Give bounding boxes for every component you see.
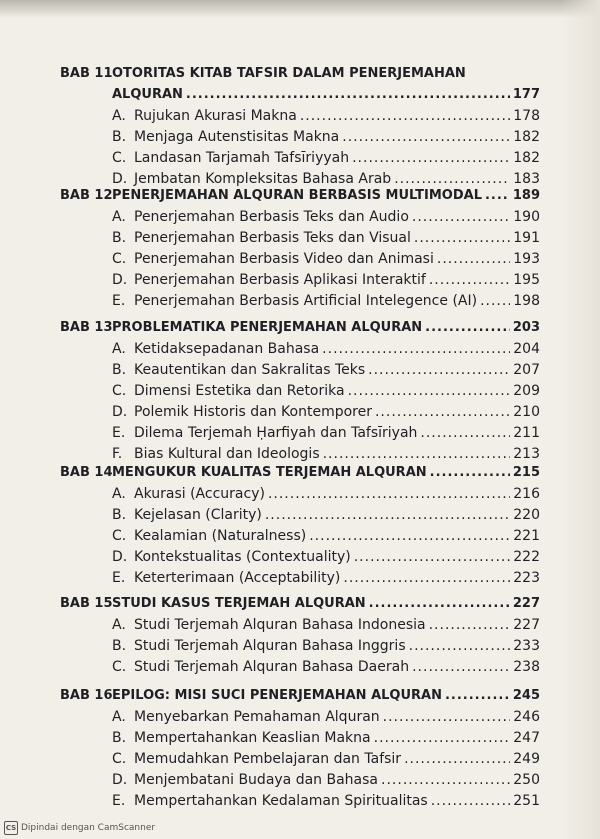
toc-item <box>60 659 540 680</box>
chapter-bab-16 <box>60 688 540 814</box>
leader-dots <box>368 362 510 378</box>
leader-dots <box>394 171 510 187</box>
chapter-title-row <box>60 87 540 108</box>
chapter-page: 189 <box>512 188 540 203</box>
chapter-title: EPILOG: MISI SUCI PENERJEMAHAN ALQURAN <box>112 688 442 703</box>
toc-item <box>60 772 540 793</box>
leader-dots <box>186 87 510 102</box>
leader-dots <box>412 209 510 225</box>
item-letter: C. <box>112 150 127 166</box>
leader-dots <box>485 188 510 203</box>
leader-dots <box>480 293 510 309</box>
toc-item <box>60 272 540 293</box>
chapter-number: BAB 13 <box>60 320 113 335</box>
toc-item <box>60 751 540 772</box>
toc-item <box>60 638 540 659</box>
leader-dots <box>348 383 511 399</box>
item-letter: F. <box>112 446 123 462</box>
leader-dots <box>374 730 511 746</box>
chapter-number: BAB 15 <box>60 596 113 611</box>
item-letter: B. <box>112 129 127 145</box>
item-text: Studi Terjemah Alquran Bahasa Inggris <box>134 638 406 654</box>
chapter-number: BAB 14 <box>60 465 113 480</box>
item-page: 233 <box>513 638 540 654</box>
leader-dots <box>265 507 510 523</box>
chapter-title-row <box>60 320 540 341</box>
chapter-title-row <box>60 688 540 709</box>
item-text: Penerjemahan Berbasis Teks dan Audio <box>134 209 409 225</box>
leader-dots <box>369 596 510 611</box>
leader-dots <box>300 108 510 124</box>
item-text: Penerjemahan Berbasis Artificial Intelegence (AI) <box>134 293 478 309</box>
item-letter: A. <box>112 709 126 725</box>
item-letter: B. <box>112 230 127 246</box>
chapter-bab-15 <box>60 596 540 680</box>
chapter-title: ALQURAN <box>112 87 183 102</box>
chapter-page: 227 <box>512 596 540 611</box>
leader-dots <box>414 230 510 246</box>
item-letter: C. <box>112 251 127 267</box>
item-text: Kontekstualitas (Contextuality) <box>134 549 351 565</box>
item-letter: E. <box>112 570 126 586</box>
chapter-bab-13 <box>60 320 540 467</box>
item-page: 207 <box>513 362 540 378</box>
leader-dots <box>343 570 510 586</box>
leader-dots <box>342 129 510 145</box>
toc-item <box>60 425 540 446</box>
leader-dots <box>431 793 511 809</box>
leader-dots <box>420 425 510 441</box>
item-page: 216 <box>513 486 540 502</box>
toc-item <box>60 730 540 751</box>
item-letter: D. <box>112 772 128 788</box>
scanner-watermark <box>4 821 155 835</box>
item-letter: E. <box>112 793 126 809</box>
leader-dots <box>375 404 510 420</box>
item-letter: B. <box>112 638 127 654</box>
item-page: 250 <box>513 772 540 788</box>
item-text: Keautentikan dan Sakralitas Teks <box>134 362 366 378</box>
item-page: 183 <box>513 171 540 187</box>
item-text: Bias Kultural dan Ideologis <box>134 446 320 462</box>
toc-item <box>60 486 540 507</box>
chapter-page: 203 <box>512 320 540 335</box>
item-text: Ketidaksepadanan Bahasa <box>134 341 320 357</box>
item-page: 220 <box>513 507 540 523</box>
item-text: Landasan Tarjamah Tafsīriyyah <box>134 150 350 166</box>
item-text: Mempertahankan Kedalaman Spiritualitas <box>134 793 428 809</box>
chapter-title-row <box>60 465 540 486</box>
toc-item <box>60 293 540 314</box>
toc-item <box>60 209 540 230</box>
item-letter: D. <box>112 171 128 187</box>
chapter-number: BAB 12 <box>60 188 113 203</box>
leader-dots <box>383 709 511 725</box>
leader-dots <box>268 486 510 502</box>
item-text: Menjembatani Budaya dan Bahasa <box>134 772 379 788</box>
item-page: 249 <box>513 751 540 767</box>
leader-dots <box>425 320 510 335</box>
item-page: 198 <box>513 293 540 309</box>
toc-item <box>60 251 540 272</box>
leader-dots <box>437 251 510 267</box>
chapter-title: MENGUKUR KUALITAS TERJEMAH ALQURAN <box>112 465 427 480</box>
toc-item <box>60 446 540 467</box>
item-page: 178 <box>513 108 540 124</box>
item-text: Menjaga Autenstisitas Makna <box>134 129 340 145</box>
toc-item <box>60 404 540 425</box>
item-page: 247 <box>513 730 540 746</box>
leader-dots <box>323 446 511 462</box>
chapter-title: PENERJEMAHAN ALQURAN BERBASIS MULTIMODAL <box>112 188 482 203</box>
toc-item <box>60 570 540 591</box>
leader-dots <box>445 688 510 703</box>
item-page: 251 <box>513 793 540 809</box>
item-letter: C. <box>112 383 127 399</box>
leader-dots <box>429 617 511 633</box>
item-text: Dimensi Estetika dan Retorika <box>134 383 345 399</box>
leader-dots <box>309 528 510 544</box>
item-letter: C. <box>112 751 127 767</box>
leader-dots <box>354 549 511 565</box>
toc-item <box>60 709 540 730</box>
item-text: Jembatan Kompleksitas Bahasa Arab <box>134 171 392 187</box>
item-page: 182 <box>513 150 540 166</box>
chapter-number: BAB 11 <box>60 66 113 81</box>
item-page: 204 <box>513 341 540 357</box>
item-text: Studi Terjemah Alquran Bahasa Indonesia <box>134 617 426 633</box>
toc-item <box>60 383 540 404</box>
toc-item <box>60 108 540 129</box>
leader-dots <box>322 341 510 357</box>
item-text: Studi Terjemah Alquran Bahasa Daerah <box>134 659 410 675</box>
item-text: Penerjemahan Berbasis Teks dan Visual <box>134 230 411 246</box>
chapter-page: 215 <box>512 465 540 480</box>
item-page: 222 <box>513 549 540 565</box>
chapter-number: BAB 16 <box>60 688 113 703</box>
item-page: 211 <box>513 425 540 441</box>
toc-item <box>60 507 540 528</box>
chapter-title-row <box>60 188 540 209</box>
item-page: 210 <box>513 404 540 420</box>
item-letter: E. <box>112 425 126 441</box>
item-text: Menyebarkan Pemahaman Alquran <box>134 709 380 725</box>
toc-item <box>60 230 540 251</box>
item-text: Rujukan Akurasi Makna <box>134 108 297 124</box>
item-page: 190 <box>513 209 540 225</box>
item-page: 195 <box>513 272 540 288</box>
item-letter: B. <box>112 362 127 378</box>
page-right-edge-shadow <box>560 0 600 839</box>
leader-dots <box>429 272 510 288</box>
item-text: Keterterimaan (Acceptability) <box>134 570 341 586</box>
item-text: Penerjemahan Berbasis Aplikasi Interaktif <box>134 272 426 288</box>
toc-item <box>60 528 540 549</box>
item-page: 191 <box>513 230 540 246</box>
leader-dots <box>409 638 511 654</box>
item-page: 193 <box>513 251 540 267</box>
item-page: 238 <box>513 659 540 675</box>
chapter-bab-12 <box>60 188 540 314</box>
leader-dots <box>412 659 510 675</box>
page-top-edge-shadow <box>0 0 600 18</box>
leader-dots <box>381 772 510 788</box>
chapter-page: 245 <box>512 688 540 703</box>
item-page: 223 <box>513 570 540 586</box>
item-letter: E. <box>112 293 126 309</box>
item-letter: A. <box>112 617 126 633</box>
chapter-title: STUDI KASUS TERJEMAH ALQURAN <box>112 596 366 611</box>
item-letter: C. <box>112 528 127 544</box>
item-letter: D. <box>112 549 128 565</box>
item-page: 213 <box>513 446 540 462</box>
item-page: 182 <box>513 129 540 145</box>
item-text: Memudahkan Pembelajaran dan Tafsir <box>134 751 402 767</box>
toc-item <box>60 617 540 638</box>
chapter-bab-14 <box>60 465 540 591</box>
item-letter: A. <box>112 108 126 124</box>
toc-item <box>60 129 540 150</box>
item-letter: D. <box>112 272 128 288</box>
item-letter: A. <box>112 486 126 502</box>
chapter-page: 177 <box>512 87 540 102</box>
chapter-bab-11 <box>60 66 540 192</box>
toc-item <box>60 150 540 171</box>
item-page: 227 <box>513 617 540 633</box>
leader-dots <box>430 465 510 480</box>
toc-item <box>60 793 540 814</box>
chapter-title: PROBLEMATIKA PENERJEMAHAN ALQURAN <box>112 320 423 335</box>
toc-item <box>60 549 540 570</box>
leader-dots <box>352 150 510 166</box>
toc-item <box>60 341 540 362</box>
item-text: Mempertahankan Keaslian Makna <box>134 730 371 746</box>
item-page: 209 <box>513 383 540 399</box>
item-letter: C. <box>112 659 127 675</box>
item-letter: A. <box>112 209 126 225</box>
camscanner-logo-icon: CS <box>4 821 18 835</box>
toc-item <box>60 362 540 383</box>
item-page: 246 <box>513 709 540 725</box>
item-letter: B. <box>112 730 127 746</box>
chapter-title-line1: OTORITAS KITAB TAFSIR DALAM PENERJEMAHAN <box>112 66 466 81</box>
leader-dots <box>404 751 510 767</box>
item-letter: B. <box>112 507 127 523</box>
item-letter: D. <box>112 404 128 420</box>
item-text: Kealamian (Naturalness) <box>134 528 307 544</box>
item-text: Penerjemahan Berbasis Video dan Animasi <box>134 251 434 267</box>
item-text: Kejelasan (Clarity) <box>134 507 262 523</box>
item-text: Dilema Terjemah Ḥarfiyah dan Tafsīriyah <box>134 425 418 441</box>
watermark-text: Dipindai dengan CamScanner <box>21 823 156 833</box>
item-page: 221 <box>513 528 540 544</box>
item-text: Polemik Historis dan Kontemporer <box>134 404 372 420</box>
item-letter: A. <box>112 341 126 357</box>
chapter-title-row <box>60 596 540 617</box>
item-text: Akurasi (Accuracy) <box>134 486 265 502</box>
